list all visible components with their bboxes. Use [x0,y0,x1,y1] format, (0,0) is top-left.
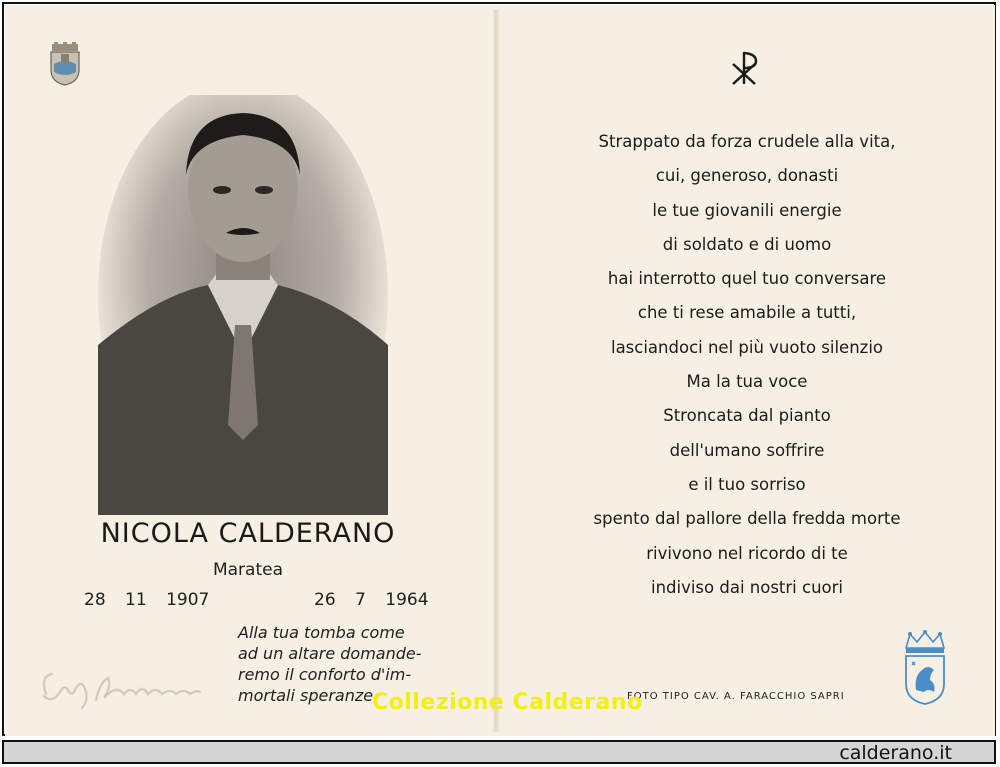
handwritten-signature [38,664,208,714]
poem-line: e il tuo sorriso [688,474,806,494]
poem-line: hai interrotto quel tuo conversare [607,269,887,289]
poem-line: indiviso dai nostri cuori [650,577,844,597]
coat-of-arms-icon [900,630,950,706]
deceased-name: NICOLA CALDERANO [100,518,396,549]
epitaph-line: Alla tua tomba come [238,623,405,642]
poem-line: Ma la tua voce [686,372,808,392]
card-fold [493,10,499,732]
death-date: 26 7 1964 [314,590,429,610]
site-label: calderano.it [839,742,952,764]
poem-line: spento dal pallore della fredda morte [593,509,901,529]
poem-line: che ti rese amabile a tutti, [637,303,857,323]
place-name: Maratea [212,560,284,580]
poem-line: rivivono nel ricordo di te [646,543,848,563]
poem-line: di soldato e di uomo [662,234,832,254]
birth-date: 28 11 1907 [84,590,210,610]
chi-rho-icon [730,50,760,86]
poem-line: Strappato da forza crudele alla vita, [598,132,896,151]
epitaph-line: remo il conforto d'im- [238,665,412,684]
portrait-photo [98,95,388,515]
poem-line: dell'umano soffrire [669,440,825,460]
epitaph-line: mortali speranze [238,686,374,705]
footer-bar [2,740,996,764]
memorial-poem [540,128,954,608]
poem-line: le tue giovanili energie [652,200,842,220]
epitaph-line: ad un altare domande- [238,644,422,663]
poem-line: cui, generoso, donasti [655,166,839,186]
municipal-crest-icon [46,42,84,86]
poem-line: Stroncata dal pianto [663,406,831,426]
poem-line: lasciandoci nel più vuoto silenzio [610,337,884,357]
collection-watermark: Collezione Calderano [372,690,643,715]
printer-credit: FOTO TIPO CAV. A. FARACCHIO SAPRI [627,691,845,702]
